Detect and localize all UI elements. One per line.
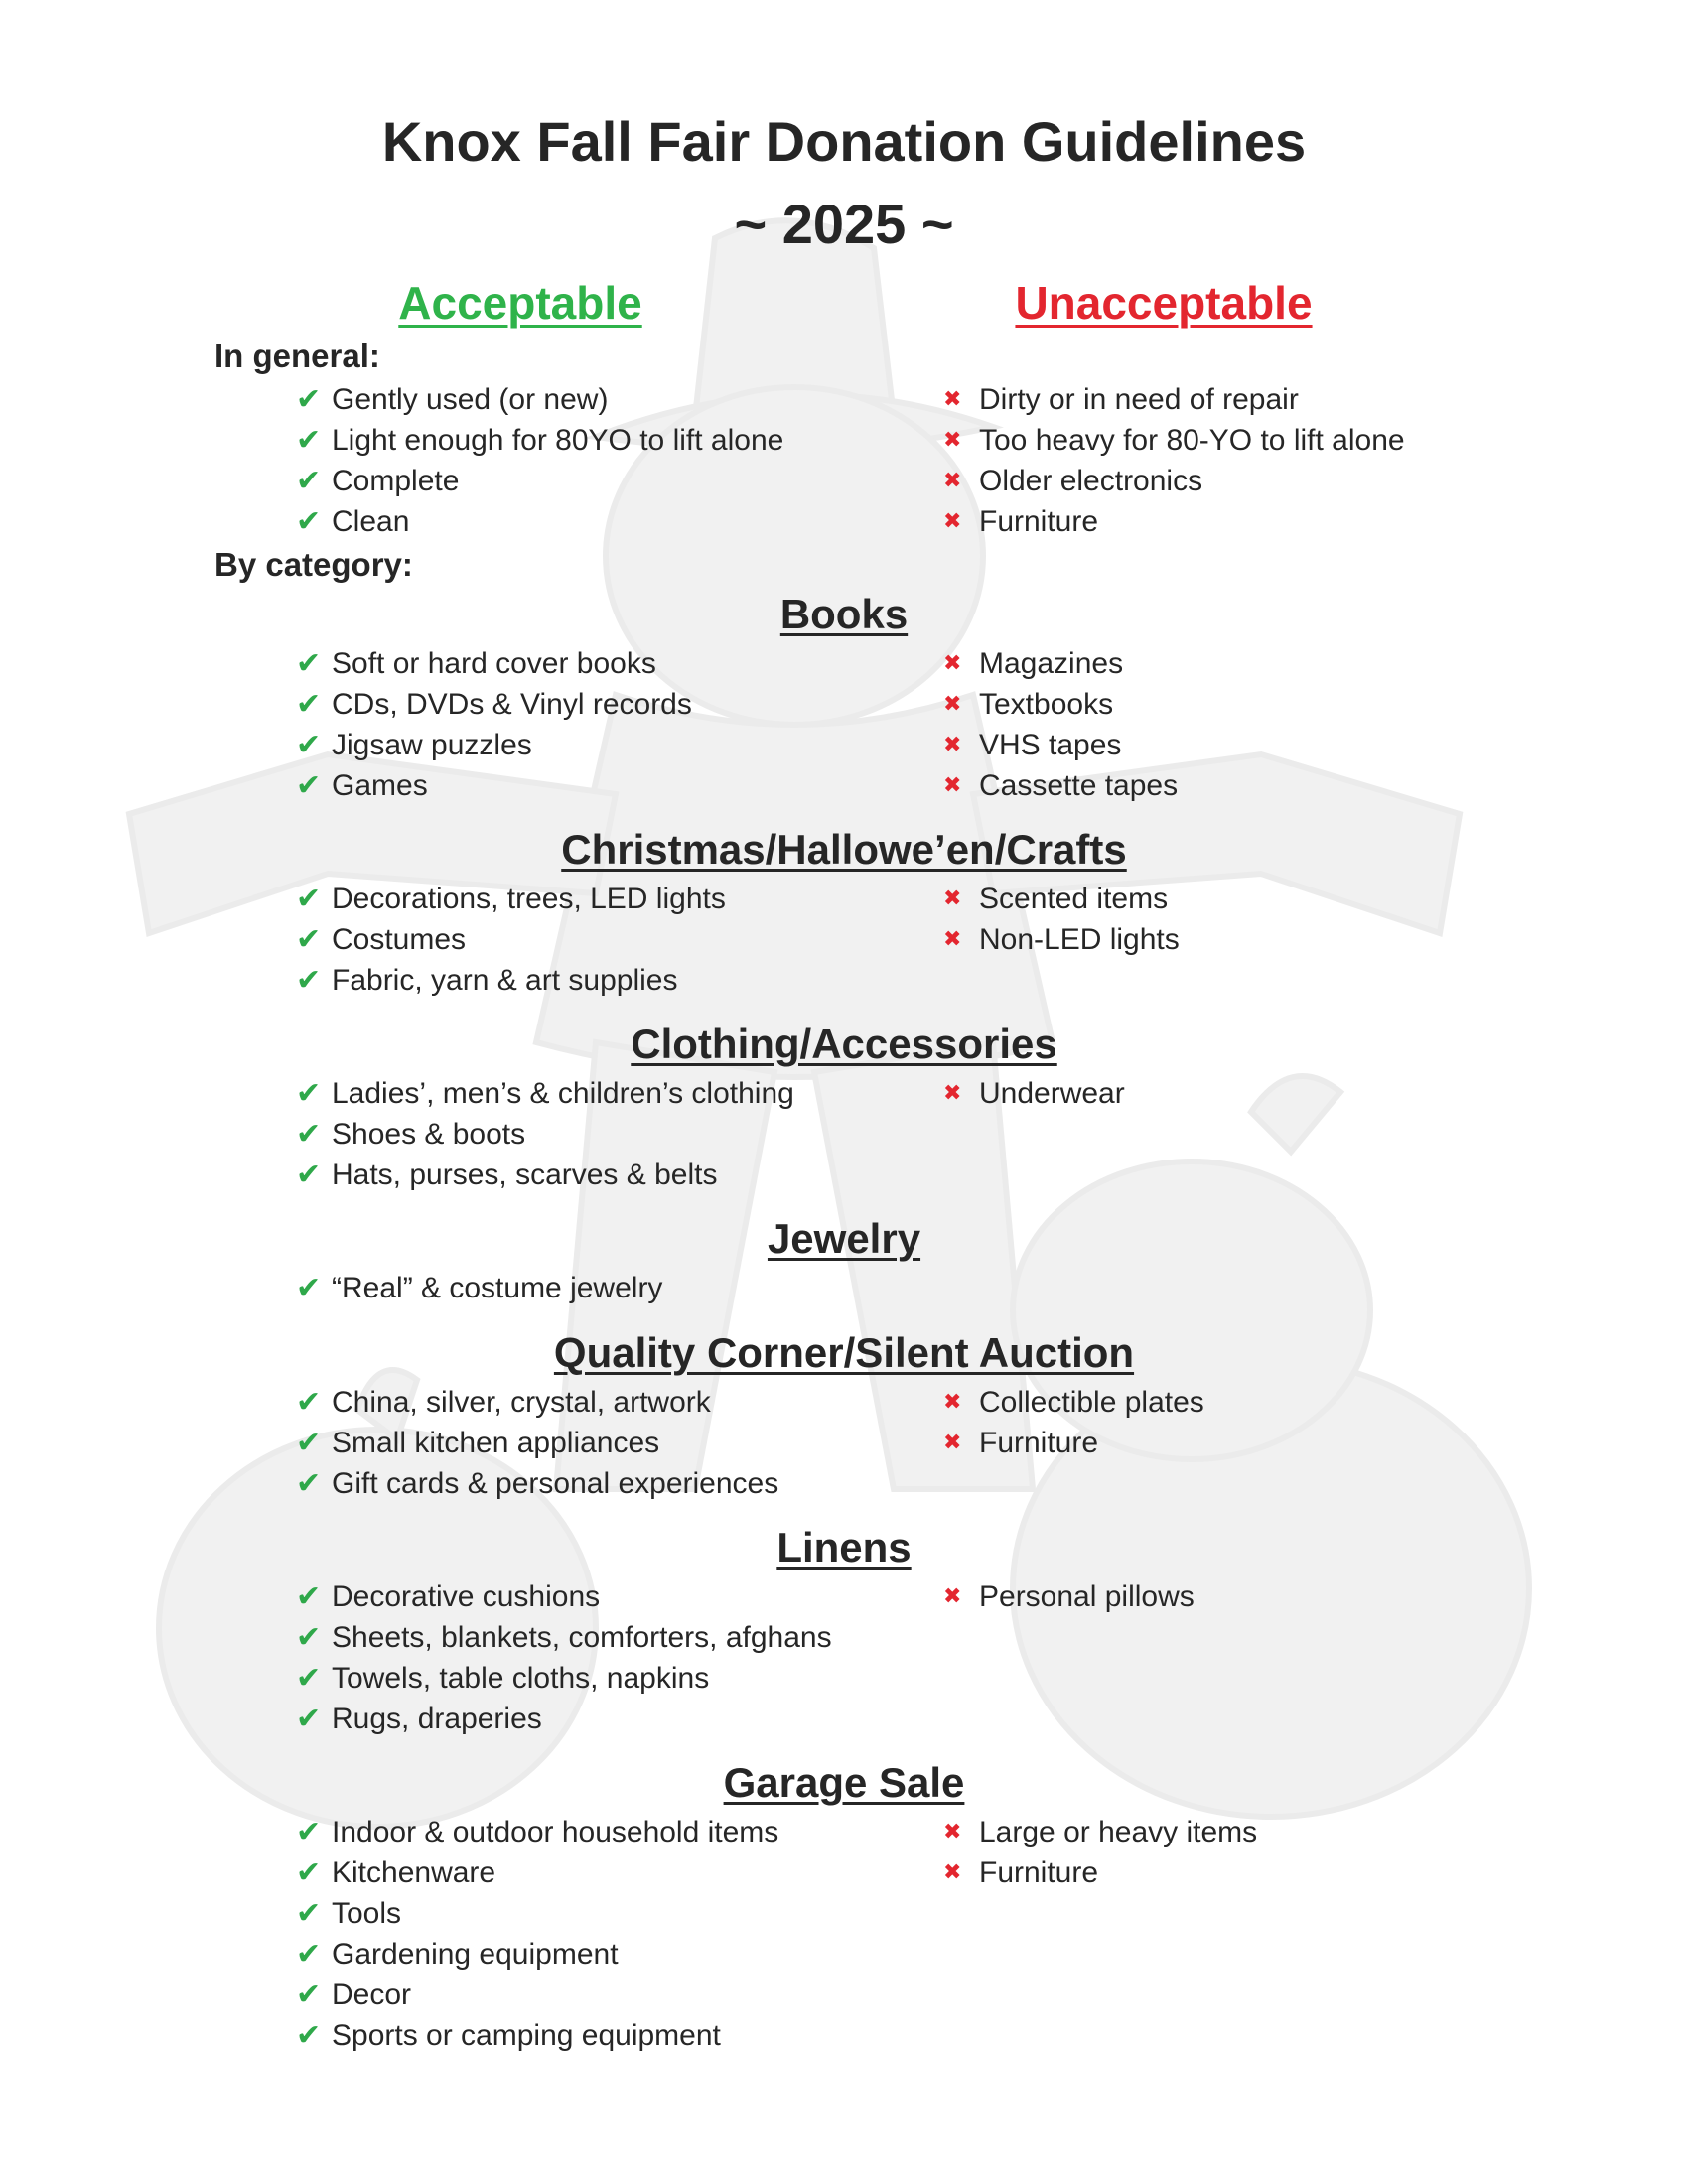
list-item-text: Indoor & outdoor household items xyxy=(332,1816,779,1848)
list-item-text: Older electronics xyxy=(979,465,1203,497)
x-mark-icon: ✖ xyxy=(943,1431,962,1455)
list-item xyxy=(296,1658,931,1699)
christmas-acceptable-list xyxy=(296,879,931,1001)
x-mark-icon: ✖ xyxy=(943,927,962,952)
x-mark-icon: ✖ xyxy=(943,1081,962,1106)
acceptable-header: Acceptable xyxy=(398,277,642,329)
category-heading-jewelry: Jewelry xyxy=(767,1215,921,1262)
x-mark-icon: ✖ xyxy=(943,887,962,911)
x-mark-icon: ✖ xyxy=(943,428,962,453)
list-item xyxy=(296,420,931,461)
list-item-text: Gently used (or new) xyxy=(332,383,609,416)
list-item-text: Sports or camping equipment xyxy=(332,2019,721,2052)
list-item xyxy=(296,1852,931,1893)
check-mark-icon: ✔ xyxy=(296,687,322,722)
list-item xyxy=(296,379,931,420)
list-item-text: Ladies’, men’s & children’s clothing xyxy=(332,1077,794,1110)
christmas-unacceptable-list xyxy=(943,879,1499,960)
list-item xyxy=(296,1617,931,1658)
list-item-text: Games xyxy=(332,769,428,802)
list-item-text: Personal pillows xyxy=(979,1580,1195,1613)
list-item-text: Tools xyxy=(332,1897,402,1930)
list-item xyxy=(943,643,1499,684)
list-item xyxy=(296,1934,931,1975)
quality-corner-acceptable-list xyxy=(296,1382,931,1504)
check-mark-icon: ✔ xyxy=(296,1896,322,1931)
garage-sale-unacceptable-list xyxy=(943,1812,1499,1893)
x-mark-icon: ✖ xyxy=(943,651,962,676)
list-item xyxy=(943,1812,1499,1852)
check-mark-icon: ✔ xyxy=(296,1076,322,1111)
list-item xyxy=(943,1382,1499,1423)
list-item xyxy=(296,1073,931,1114)
list-item-text: Non-LED lights xyxy=(979,923,1180,956)
check-mark-icon: ✔ xyxy=(296,768,322,803)
list-item-text: Clean xyxy=(332,505,410,538)
list-item-text: Furniture xyxy=(979,1427,1099,1459)
list-item xyxy=(943,879,1499,919)
general-acceptable-list xyxy=(296,379,931,542)
list-item-text: Costumes xyxy=(332,923,467,956)
list-item-text: Decorative cushions xyxy=(332,1580,601,1613)
list-item xyxy=(296,725,931,765)
list-item xyxy=(943,765,1499,806)
list-item-text: Magazines xyxy=(979,647,1124,680)
list-item-text: Hats, purses, scarves & belts xyxy=(332,1159,718,1191)
list-item xyxy=(943,1852,1499,1893)
category-heading-garage-sale: Garage Sale xyxy=(723,1759,965,1806)
check-mark-icon: ✔ xyxy=(296,1579,322,1614)
quality-corner-unacceptable-list xyxy=(943,1382,1499,1463)
list-item xyxy=(943,1576,1499,1617)
check-mark-icon: ✔ xyxy=(296,504,322,539)
list-item xyxy=(943,684,1499,725)
list-item xyxy=(296,1114,931,1155)
page-subtitle-year: ~ 2025 ~ xyxy=(734,193,954,255)
list-item-text: Rugs, draperies xyxy=(332,1703,542,1735)
category-heading-clothing-accessories: Clothing/Accessories xyxy=(631,1021,1057,1067)
list-item xyxy=(943,919,1499,960)
list-item-text: Furniture xyxy=(979,1856,1099,1889)
check-mark-icon: ✔ xyxy=(296,1702,322,1736)
books-unacceptable-list xyxy=(943,643,1499,806)
check-mark-icon: ✔ xyxy=(296,382,322,417)
list-item-text: Fabric, yarn & art supplies xyxy=(332,964,678,997)
check-mark-icon: ✔ xyxy=(296,2018,322,2053)
list-item-text: Shoes & boots xyxy=(332,1118,526,1151)
x-mark-icon: ✖ xyxy=(943,387,962,412)
page-title: Knox Fall Fair Donation Guidelines xyxy=(381,110,1307,173)
unacceptable-header: Unacceptable xyxy=(1015,277,1313,329)
list-item-text: Dirty or in need of repair xyxy=(979,383,1299,416)
list-item-text: Soft or hard cover books xyxy=(332,647,656,680)
x-mark-icon: ✖ xyxy=(943,1860,962,1885)
list-item xyxy=(296,1382,931,1423)
list-item-text: Furniture xyxy=(979,505,1099,538)
category-heading-books: Books xyxy=(779,591,909,637)
list-item-text: CDs, DVDs & Vinyl records xyxy=(332,688,692,721)
garage-sale-acceptable-list xyxy=(296,1812,931,2056)
list-item xyxy=(296,1463,931,1504)
list-item-text: Collectible plates xyxy=(979,1386,1204,1419)
general-unacceptable-list xyxy=(943,379,1499,542)
by-category-label: By category: xyxy=(214,546,413,583)
list-item-text: Small kitchen appliances xyxy=(332,1427,660,1459)
category-heading-quality-corner-silent-auction: Quality Corner/Silent Auction xyxy=(553,1329,1135,1376)
category-heading-christmas-halloween-crafts: Christmas/Hallowe’en/Crafts xyxy=(561,826,1127,873)
list-item xyxy=(943,1073,1499,1114)
list-item-text: Decorations, trees, LED lights xyxy=(332,883,726,915)
list-item-text: “Real” & costume jewelry xyxy=(332,1272,663,1304)
check-mark-icon: ✔ xyxy=(296,1815,322,1849)
x-mark-icon: ✖ xyxy=(943,733,962,757)
x-mark-icon: ✖ xyxy=(943,773,962,798)
list-item-text: Large or heavy items xyxy=(979,1816,1258,1848)
clothing-unacceptable-list xyxy=(943,1073,1499,1114)
list-item xyxy=(943,725,1499,765)
check-mark-icon: ✔ xyxy=(296,464,322,498)
list-item-text: Cassette tapes xyxy=(979,769,1179,802)
list-item xyxy=(296,501,931,542)
linens-acceptable-list xyxy=(296,1576,931,1739)
x-mark-icon: ✖ xyxy=(943,469,962,493)
jewelry-acceptable-list xyxy=(296,1268,931,1308)
list-item-text: Towels, table cloths, napkins xyxy=(332,1662,710,1695)
list-item xyxy=(296,1893,931,1934)
check-mark-icon: ✔ xyxy=(296,963,322,998)
check-mark-icon: ✔ xyxy=(296,646,322,681)
linens-unacceptable-list xyxy=(943,1576,1499,1617)
list-item xyxy=(943,1423,1499,1463)
list-item xyxy=(943,461,1499,501)
list-item xyxy=(296,919,931,960)
x-mark-icon: ✖ xyxy=(943,1584,962,1609)
list-item-text: Textbooks xyxy=(979,688,1114,721)
clothing-acceptable-list xyxy=(296,1073,931,1195)
list-item xyxy=(296,765,931,806)
check-mark-icon: ✔ xyxy=(296,1855,322,1890)
list-item-text: Underwear xyxy=(979,1077,1125,1110)
list-item xyxy=(296,1268,931,1308)
books-acceptable-list xyxy=(296,643,931,806)
list-item-text: Gift cards & personal experiences xyxy=(332,1467,779,1500)
x-mark-icon: ✖ xyxy=(943,1820,962,1844)
list-item xyxy=(296,879,931,919)
category-heading-linens: Linens xyxy=(776,1524,912,1570)
x-mark-icon: ✖ xyxy=(943,509,962,534)
list-item xyxy=(296,1423,931,1463)
list-item-text: Gardening equipment xyxy=(332,1938,619,1971)
list-item-text: Decor xyxy=(332,1979,412,2011)
list-item xyxy=(296,1975,931,2015)
in-general-label: In general: xyxy=(214,338,380,374)
list-item-text: Kitchenware xyxy=(332,1856,496,1889)
list-item-text: China, silver, crystal, artwork xyxy=(332,1386,711,1419)
check-mark-icon: ✔ xyxy=(296,1466,322,1501)
check-mark-icon: ✔ xyxy=(296,1620,322,1655)
list-item-text: Jigsaw puzzles xyxy=(332,729,532,761)
list-item-text: Too heavy for 80-YO to lift alone xyxy=(979,424,1405,457)
list-item xyxy=(943,420,1499,461)
list-item-text: Complete xyxy=(332,465,460,497)
list-item xyxy=(296,643,931,684)
check-mark-icon: ✔ xyxy=(296,423,322,458)
x-mark-icon: ✖ xyxy=(943,1390,962,1415)
check-mark-icon: ✔ xyxy=(296,728,322,762)
check-mark-icon: ✔ xyxy=(296,1978,322,2012)
list-item xyxy=(296,1812,931,1852)
list-item xyxy=(943,501,1499,542)
list-item-text: VHS tapes xyxy=(979,729,1122,761)
list-item xyxy=(296,461,931,501)
list-item xyxy=(296,1155,931,1195)
list-item xyxy=(296,1699,931,1739)
list-item-text: Sheets, blankets, comforters, afghans xyxy=(332,1621,832,1654)
list-item-text: Light enough for 80YO to lift alone xyxy=(332,424,784,457)
check-mark-icon: ✔ xyxy=(296,1385,322,1420)
list-item xyxy=(296,684,931,725)
list-item xyxy=(296,1576,931,1617)
check-mark-icon: ✔ xyxy=(296,1661,322,1696)
list-item xyxy=(943,379,1499,420)
list-item xyxy=(296,2015,931,2056)
check-mark-icon: ✔ xyxy=(296,1937,322,1972)
check-mark-icon: ✔ xyxy=(296,1117,322,1152)
check-mark-icon: ✔ xyxy=(296,1271,322,1305)
check-mark-icon: ✔ xyxy=(296,882,322,916)
check-mark-icon: ✔ xyxy=(296,922,322,957)
check-mark-icon: ✔ xyxy=(296,1426,322,1460)
check-mark-icon: ✔ xyxy=(296,1158,322,1192)
list-item xyxy=(296,960,931,1001)
x-mark-icon: ✖ xyxy=(943,692,962,717)
list-item-text: Scented items xyxy=(979,883,1169,915)
